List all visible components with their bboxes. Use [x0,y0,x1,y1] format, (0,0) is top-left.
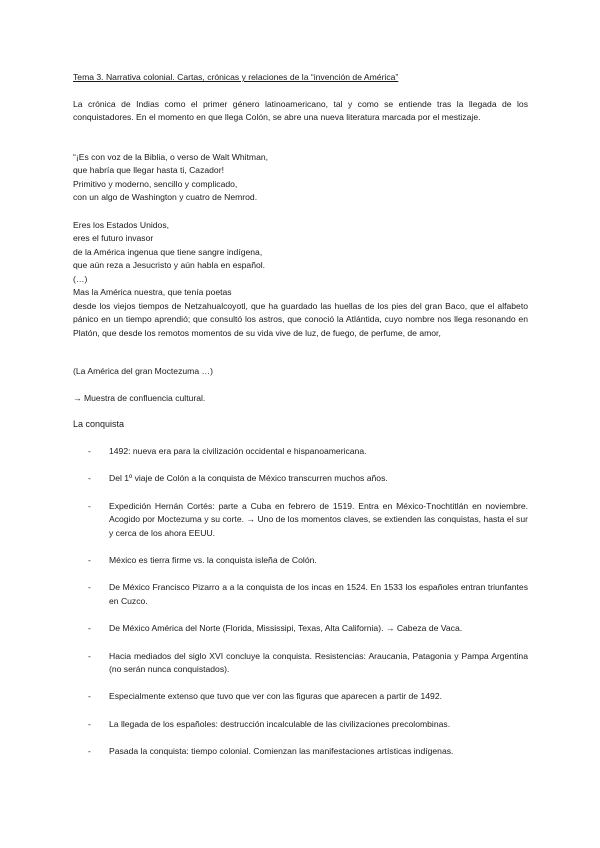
bullet-marker: - [88,582,91,593]
bullet-marker: - [88,650,91,661]
list-item-text: 1492: nueva era para la civilización occidental e hispanoamericana. [109,446,367,456]
poem-line: Primitivo y moderno, sencillo y complicado, [73,178,238,189]
list-item-text: La llegada de los españoles: destrucción incalculable de las civilizaciones precolombinas. [109,718,451,729]
list-item-text: Del 1º viaje de Colón a la conquista de México transcurren muchos años. [109,473,388,484]
poem-line: que aún reza a Jesucristo y aún habla en español. [73,260,266,271]
poem-reference: (La América del gran Moctezuma …) [73,366,213,376]
poem-line: (…) [73,273,88,284]
bullet-marker: - [88,446,91,456]
poem-line: Mas la América nuestra, que tenía poetas [73,287,232,298]
poem-prose: desde los viejos tiempos de Netzahualcoyotl, que ha guardado las huellas de los pies del gran Baco, que el alfabeto pánico en un tiempo aprendió; que consultó los astros, que conoció la Atlántida, cuyo nombre nos llega resonando en Platón, que desde los remotos momentos de su vida vive de luz, de fuego, de perfume, de amor, [73,301,528,338]
list-item-text: De México América del Norte (Florida, Mississipi, Texas, Alta California). → Cabeza de Vaca. [109,623,463,634]
list-item [88,718,528,731]
list-item [88,581,528,608]
list-item-text: Hacia mediados del siglo XVI concluye la conquista. Resistencias: Araucania, Patagonia y Pampa Argentina (no serán nunca conquistados). [109,650,528,675]
confluence-note: → Muestra de confluencia cultural. [73,393,206,403]
poem-stanza-2 [73,219,533,299]
bullet-marker: - [88,500,91,511]
list-item-text: Especialmente extenso que tuvo que ver con las figuras que aparecen a partir de 1492. [109,691,442,702]
poem-line: de la América ingenua que tiene sangre indígena, [73,246,263,257]
bullet-marker: - [88,746,91,757]
section-title: La conquista [73,419,125,429]
poem-line: eres el futuro invasor [73,233,154,244]
list-item [88,554,528,567]
list-item [88,622,528,635]
bullet-marker: - [88,623,91,634]
list-item [88,690,528,703]
bullet-marker: - [88,718,91,729]
bullet-marker: - [88,555,91,566]
list-item-text: De México Francisco Pizarro a a la conquista de los incas en 1524. En 1533 los españoles entran triunfantes en Cuzco. [109,582,528,606]
list-item [88,500,528,540]
poem-stanza-1 [73,151,533,205]
document-title: Tema 3. Narrativa colonial. Cartas, crónicas y relaciones de la “invención de América” [73,72,399,82]
list-item [88,472,528,485]
poem-line: con un algo de Washington y cuatro de Nemrod. [73,192,258,203]
bullet-marker: - [88,691,91,702]
list-item [88,745,528,758]
bullet-marker: - [88,473,91,484]
poem-line: “¡Es con voz de la Biblia, o verso de Walt Whitman, [73,152,269,162]
list-item [88,445,528,458]
conquista-list [88,445,528,773]
poem-line: Eres los Estados Unidos, [73,220,170,230]
poem-line: que habría que llegar hasta ti, Cazador! [73,165,224,176]
list-item-text: Expedición Hernán Cortés: parte a Cuba en febrero de 1519. Entra en México-Tnochtitlán en noviembre. Acogido por Moctezuma y su corte. → Uno de los momentos claves, se extienden las conquistas, hasta el sur y cerca de los ahora EEUU. [109,500,528,538]
intro-paragraph: La crónica de Indias como el primer género latinoamericano, tal y como se entiende tras la llegada de los conquistadores. En el momento en que llega Colón, se abre una nueva literatura marcada por el mestizaje. [73,99,528,123]
list-item [88,650,528,677]
list-item-text: México es tierra firme vs. la conquista isleña de Colón. [109,555,317,566]
list-item-text: Pasada la conquista: tiempo colonial. Comienzan las manifestaciones artísticas indígenas. [109,746,454,757]
